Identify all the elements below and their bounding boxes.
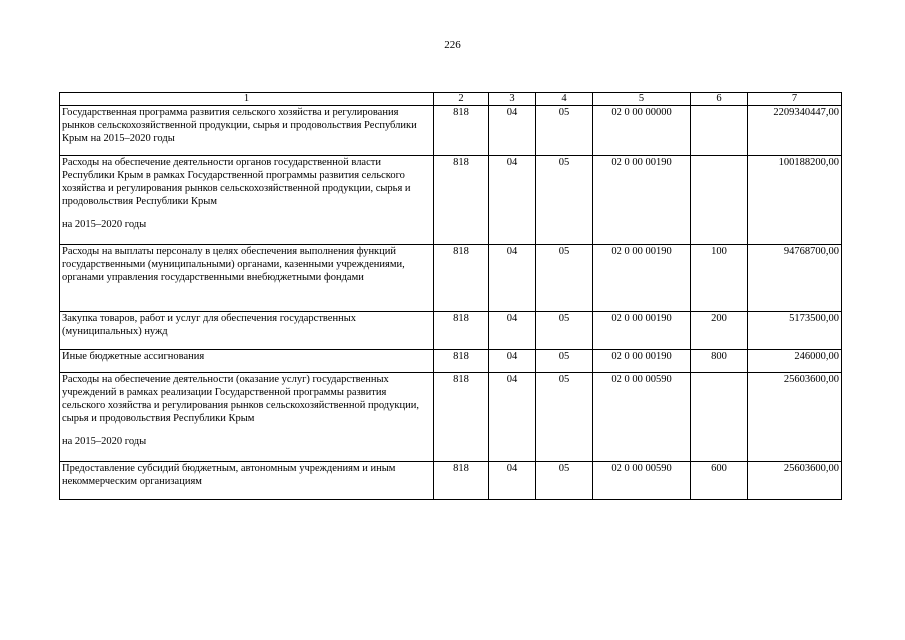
target-article-code: 02 0 00 00000 (593, 106, 691, 156)
admin-code: 818 (434, 156, 489, 245)
col-header-4: 4 (536, 93, 593, 106)
expense-type-code (691, 373, 748, 462)
target-article-code: 02 0 00 00190 (593, 245, 691, 312)
table-row (60, 312, 842, 350)
description-tail: на 2015–2020 годы (62, 436, 147, 447)
row-description (60, 245, 434, 312)
admin-code: 818 (434, 350, 489, 373)
col-header-1: 1 (60, 93, 434, 106)
admin-code: 818 (434, 462, 489, 500)
description-text: Иные бюджетные ассигнования (62, 351, 205, 362)
expense-type-code: 100 (691, 245, 748, 312)
table-row (60, 156, 842, 245)
subsection-code: 05 (536, 312, 593, 350)
table-row (60, 350, 842, 373)
admin-code: 818 (434, 106, 489, 156)
col-header-3: 3 (489, 93, 536, 106)
page-number: 226 (444, 39, 461, 51)
section-code: 04 (489, 350, 536, 373)
header-row (60, 93, 842, 106)
subsection-code: 05 (536, 156, 593, 245)
table-row (60, 373, 842, 462)
expense-type-code (691, 106, 748, 156)
section-code: 04 (489, 106, 536, 156)
description-text: Предоставление субсидий бюджетным, автономным учреждениям и иным некоммерческим организациям (62, 463, 396, 487)
description-text: Расходы на выплаты персоналу в целях обеспечения выполнения функций государственными (муниципальными) органами, казенными учреждениями, органами управления государственными внебюджетными фондами (62, 246, 405, 283)
section-code: 04 (489, 156, 536, 245)
amount: 25603600,00 (748, 373, 842, 462)
row-description (60, 462, 434, 500)
admin-code: 818 (434, 373, 489, 462)
amount: 2209340447,00 (748, 106, 842, 156)
row-description (60, 312, 434, 350)
section-code: 04 (489, 312, 536, 350)
expense-type-code: 600 (691, 462, 748, 500)
target-article-code: 02 0 00 00590 (593, 373, 691, 462)
amount: 5173500,00 (748, 312, 842, 350)
admin-code: 818 (434, 312, 489, 350)
expense-type-code: 800 (691, 350, 748, 373)
amount: 94768700,00 (748, 245, 842, 312)
amount: 100188200,00 (748, 156, 842, 245)
expense-type-code (691, 156, 748, 245)
section-code: 04 (489, 373, 536, 462)
section-code: 04 (489, 245, 536, 312)
col-header-2: 2 (434, 93, 489, 106)
col-header-7: 7 (748, 93, 842, 106)
row-description (60, 373, 434, 462)
target-article-code: 02 0 00 00190 (593, 350, 691, 373)
description-tail: на 2015–2020 годы (62, 219, 147, 230)
budget-table (59, 92, 842, 500)
table-row (60, 245, 842, 312)
subsection-code: 05 (536, 350, 593, 373)
subsection-code: 05 (536, 106, 593, 156)
col-header-6: 6 (691, 93, 748, 106)
amount: 25603600,00 (748, 462, 842, 500)
description-text: Расходы на обеспечение деятельности органов государственной власти Республики Крым в рамках Государственной программы развития сельского хозяйства и регулирования рынков сельскохозяйственной продукции, сырья и продовольствия Республики Крым (62, 157, 411, 207)
description-text: Расходы на обеспечение деятельности (оказание услуг) государственных учреждений в рамках реализации Государственной программы развития сельского хозяйства и регулирования рынков сельскохозяйственной продукции, сырья и продовольствия Республики Крым (62, 374, 419, 424)
row-description (60, 156, 434, 245)
target-article-code: 02 0 00 00590 (593, 462, 691, 500)
description-text: Закупка товаров, работ и услуг для обеспечения государственных (муниципальных) нужд (62, 313, 357, 337)
target-article-code: 02 0 00 00190 (593, 312, 691, 350)
row-description (60, 350, 434, 373)
expense-type-code: 200 (691, 312, 748, 350)
section-code: 04 (489, 462, 536, 500)
admin-code: 818 (434, 245, 489, 312)
col-header-5: 5 (593, 93, 691, 106)
row-description (60, 106, 434, 156)
table-row (60, 462, 842, 500)
subsection-code: 05 (536, 245, 593, 312)
subsection-code: 05 (536, 462, 593, 500)
target-article-code: 02 0 00 00190 (593, 156, 691, 245)
amount: 246000,00 (748, 350, 842, 373)
table-row (60, 106, 842, 156)
subsection-code: 05 (536, 373, 593, 462)
description-text: Государственная программа развития сельского хозяйства и регулирования рынков сельскохозяйственной продукции, сырья и продовольствия Республики Крым на 2015–2020 годы (62, 107, 417, 144)
